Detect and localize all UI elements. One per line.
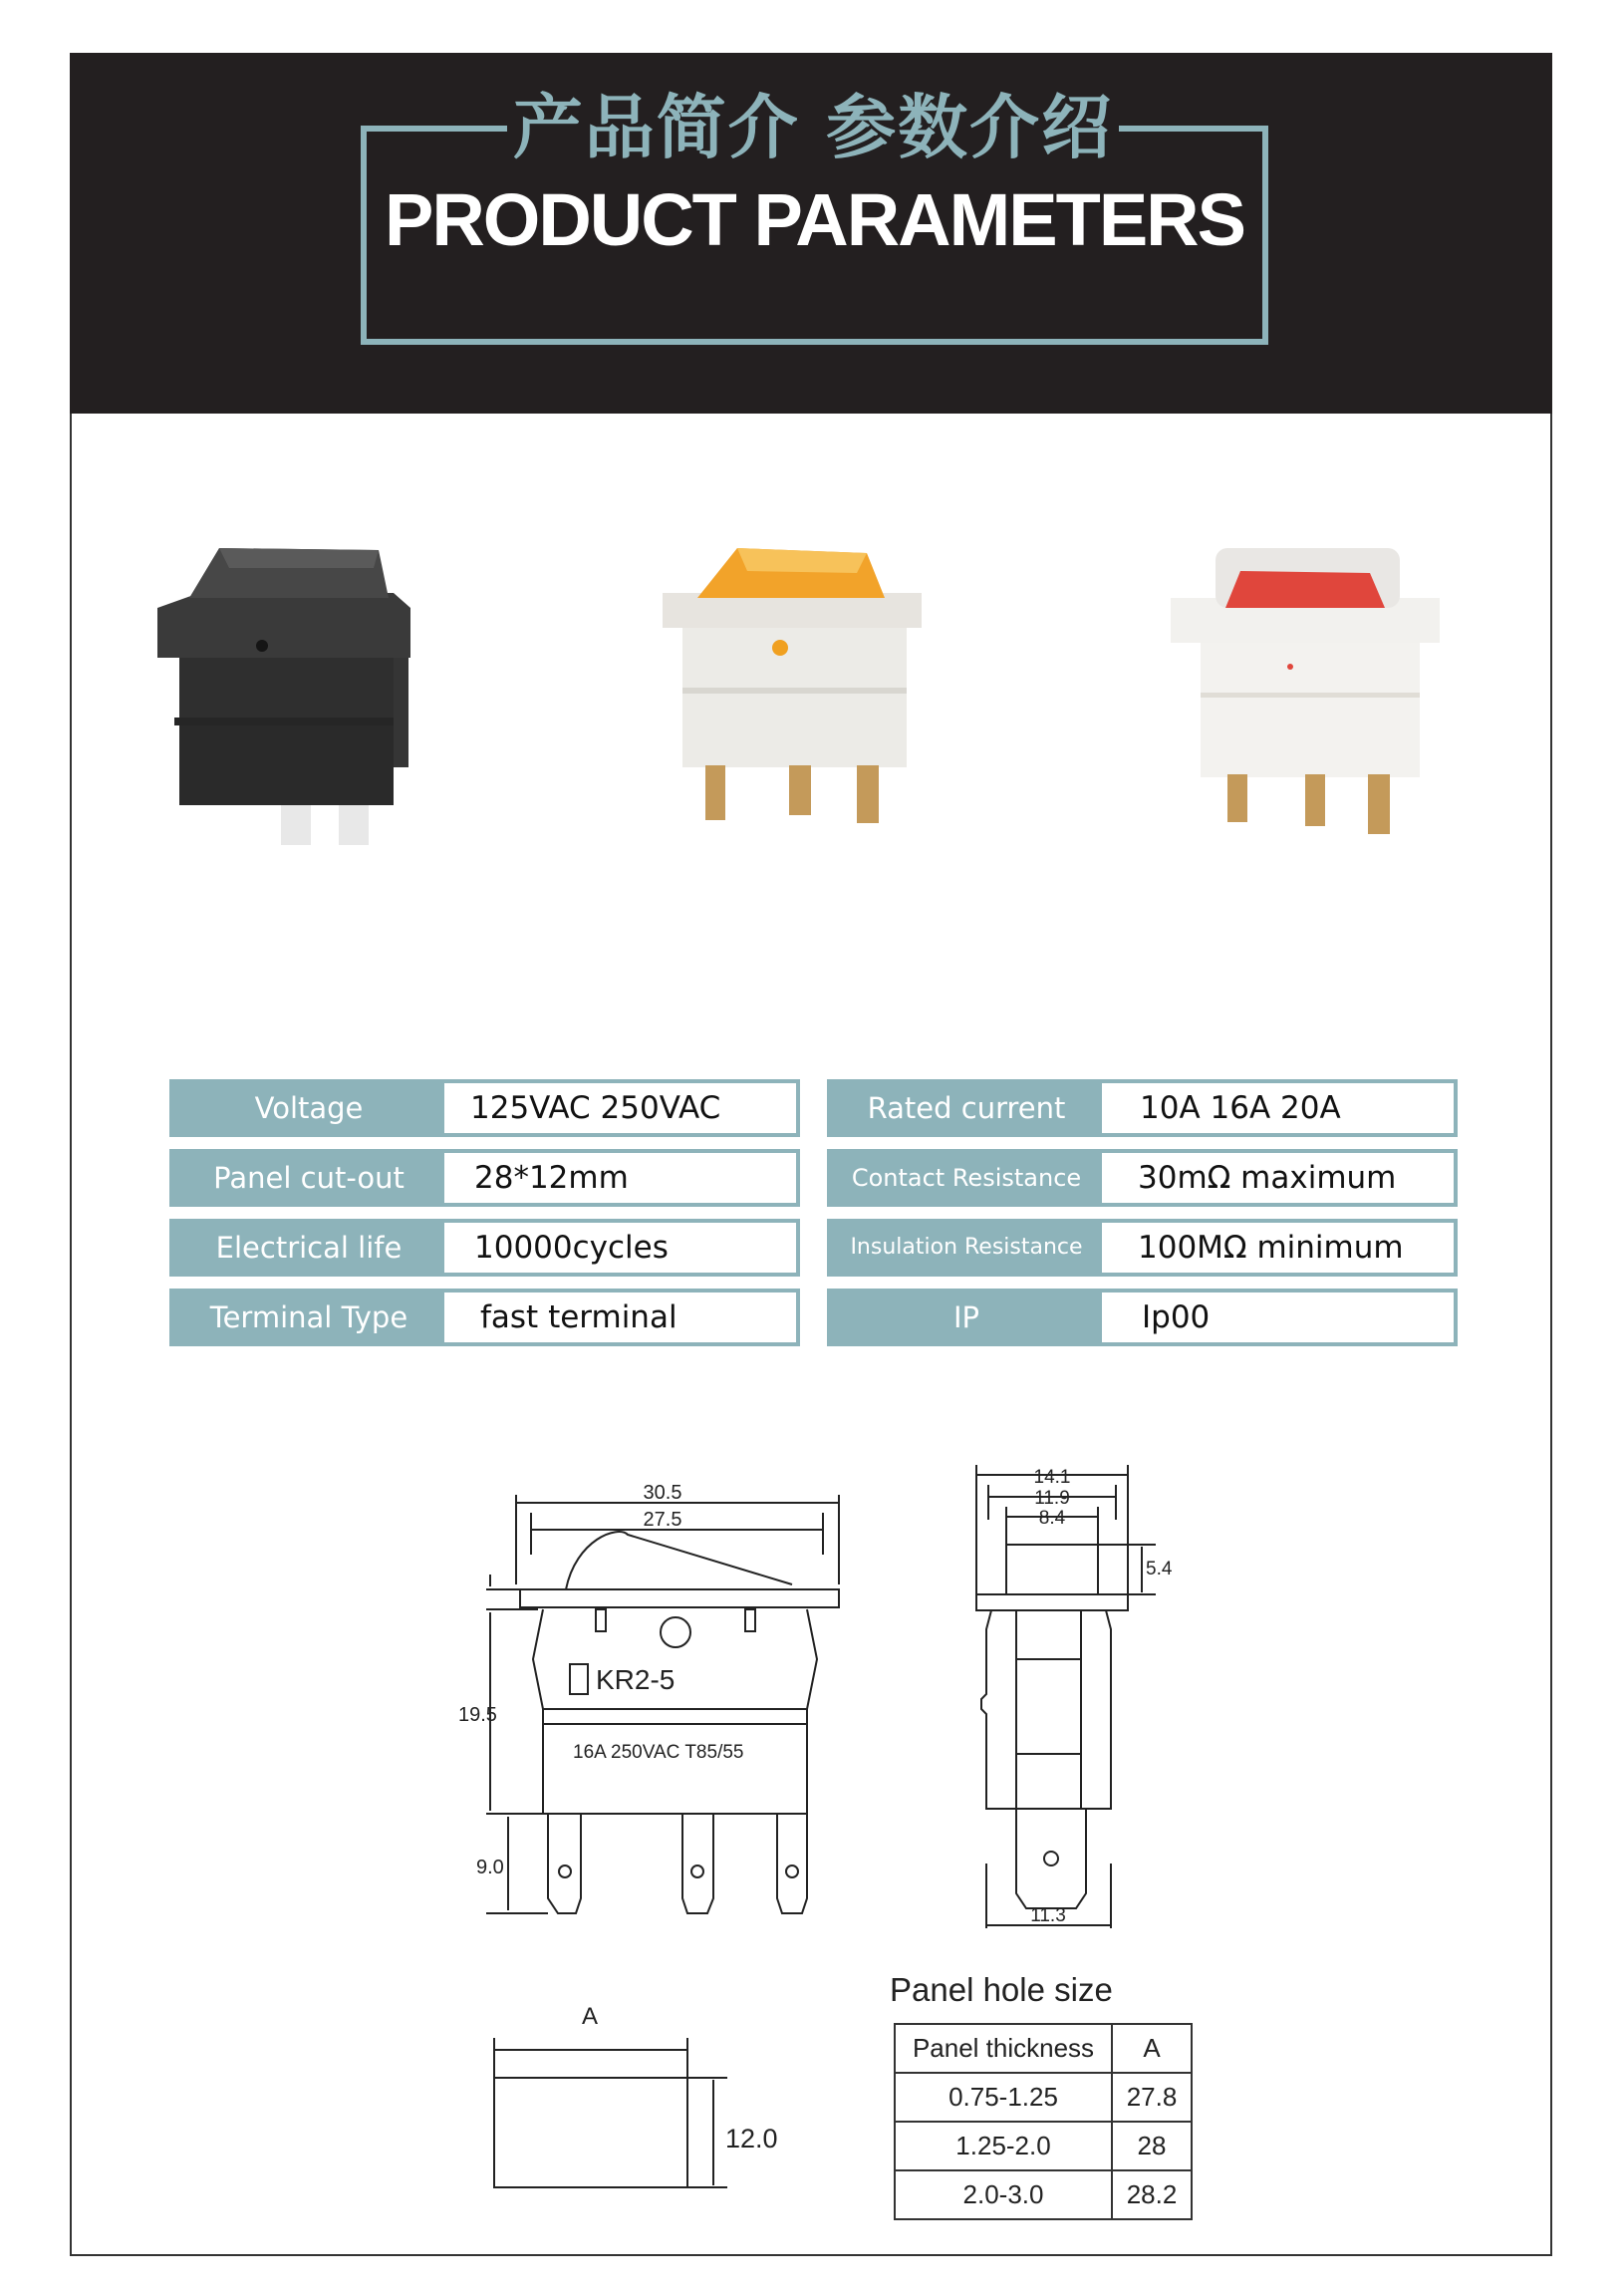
table-row <box>895 2170 1192 2219</box>
dim-9-0: 9.0 <box>476 1857 504 1878</box>
dim-11-9: 11.9 <box>1034 1488 1070 1509</box>
table-cell: 27.8 <box>1112 2073 1192 2122</box>
table-header-row <box>895 2024 1192 2073</box>
table-header-cell: A <box>1112 2024 1192 2073</box>
spec-label: Voltage <box>173 1083 444 1133</box>
table-row <box>895 2122 1192 2170</box>
spec-terminal-type <box>169 1289 800 1346</box>
panel-hole-title: Panel hole size <box>890 1971 1113 2008</box>
spec-rated-current <box>827 1079 1458 1137</box>
spec-value: 30mΩ maximum <box>1138 1160 1397 1196</box>
spec-value: 100MΩ minimum <box>1138 1230 1404 1266</box>
spec-voltage <box>169 1079 800 1137</box>
spec-label: Panel cut-out <box>173 1153 444 1203</box>
side-drawing <box>956 1455 1176 1943</box>
title-english: PRODUCT PARAMETERS <box>385 178 1244 261</box>
dim-12-0: 12.0 <box>725 2124 778 2153</box>
table-cell: 0.75-1.25 <box>895 2073 1112 2122</box>
panel-hole-table <box>894 2023 1193 2220</box>
dim-8-4: 8.4 <box>1038 1508 1066 1529</box>
dim-19-5: 19.5 <box>458 1704 497 1726</box>
spec-electrical-life <box>169 1219 800 1277</box>
spec-label: Terminal Type <box>173 1292 444 1342</box>
spec-contact-resistance <box>827 1149 1458 1207</box>
rating-label: 16A 250VAC T85/55 <box>573 1742 744 1763</box>
spec-value: 125VAC 250VAC <box>470 1090 721 1126</box>
dim-a-label: A <box>581 2003 599 2030</box>
spec-insulation-resistance <box>827 1219 1458 1277</box>
spec-label: Rated current <box>831 1083 1102 1133</box>
table-cell: 28 <box>1112 2122 1192 2170</box>
dim-14-1: 14.1 <box>1033 1467 1071 1488</box>
dim-27-5: 27.5 <box>643 1509 682 1531</box>
table-cell: 2.0-3.0 <box>895 2170 1112 2219</box>
table-cell: 1.25-2.0 <box>895 2122 1112 2170</box>
table-cell: 28.2 <box>1112 2170 1192 2219</box>
spec-value: Ip00 <box>1142 1299 1211 1335</box>
photo-black-switch <box>149 538 428 857</box>
spec-value: 28*12mm <box>474 1160 629 1196</box>
dim-11-3: 11.3 <box>1030 1905 1066 1926</box>
table-header-cell: Panel thickness <box>895 2024 1112 2073</box>
spec-panel-cutout <box>169 1149 800 1207</box>
spec-label: Insulation Resistance <box>831 1223 1102 1273</box>
dim-30-5: 30.5 <box>643 1482 682 1504</box>
panel-drawing <box>478 1998 787 2197</box>
model-label: KR2-5 <box>596 1664 676 1695</box>
title-chinese: 产品简介 参数介绍 <box>507 88 1119 167</box>
front-drawing <box>448 1475 867 1933</box>
spec-value: fast terminal <box>480 1299 677 1335</box>
spec-value: 10000cycles <box>474 1230 669 1266</box>
dim-5-4: 5.4 <box>1146 1559 1173 1579</box>
spec-label: IP <box>831 1292 1102 1342</box>
spec-value: 10A 16A 20A <box>1140 1090 1341 1126</box>
spec-ip <box>827 1289 1458 1346</box>
spec-label: Electrical life <box>173 1223 444 1273</box>
photo-red-switch <box>1171 543 1450 842</box>
table-row <box>895 2073 1192 2122</box>
spec-label: Contact Resistance <box>831 1153 1102 1203</box>
photo-amber-switch <box>658 538 937 837</box>
